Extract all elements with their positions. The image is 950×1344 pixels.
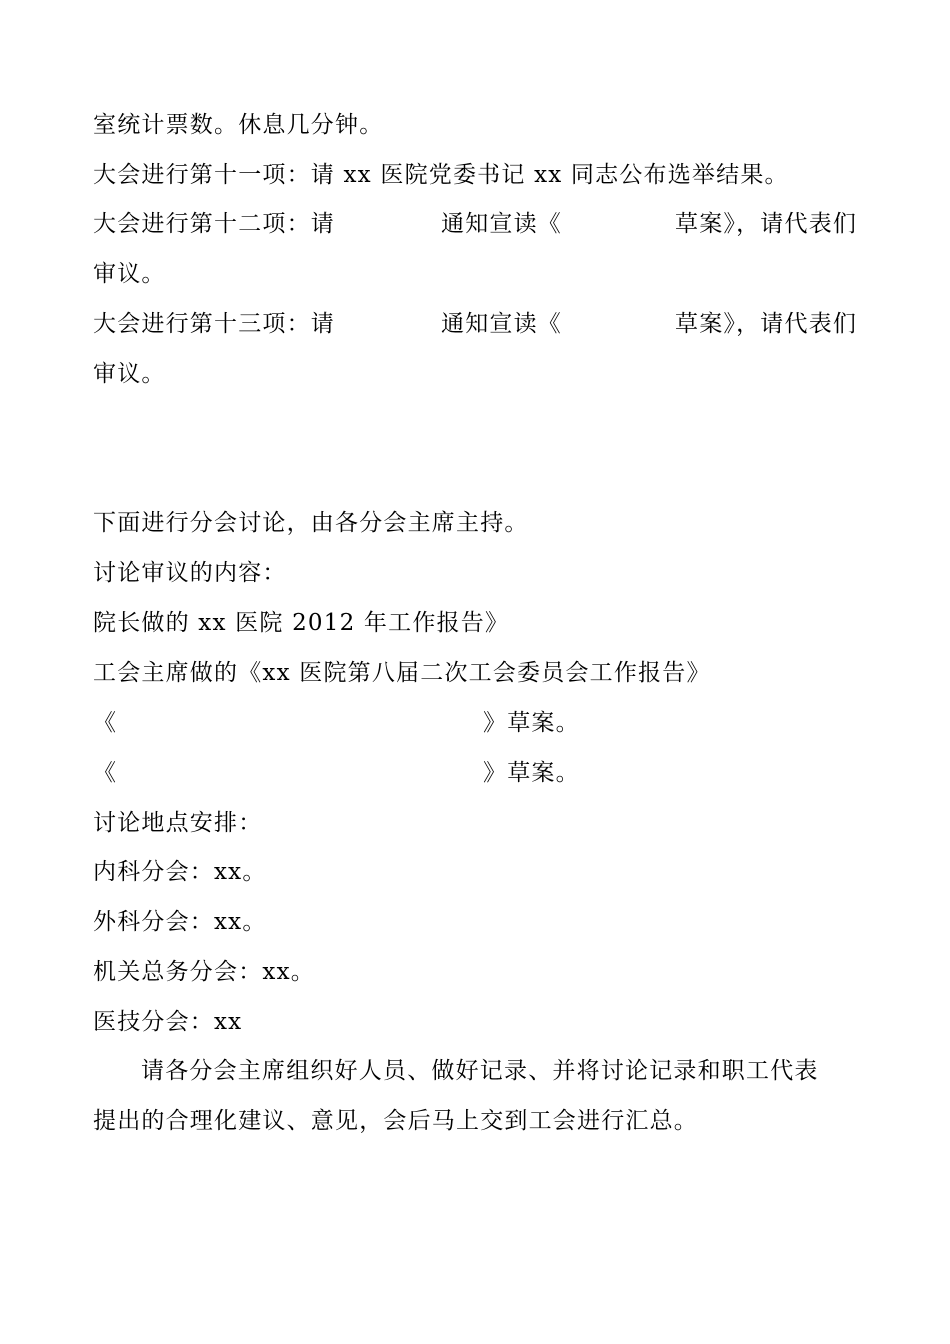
line-text: 通知宣读《: [441, 311, 562, 337]
list-item: [93, 857, 267, 887]
text-line: [93, 259, 166, 289]
text-line: [93, 508, 529, 538]
text-line: [93, 160, 789, 190]
list-item: [93, 608, 509, 638]
section-heading: [93, 558, 287, 588]
line-text: 大会进行第十一项：请 xx 医院党委书记 xx 同志公布选举结果。: [93, 162, 789, 188]
text-line: [93, 309, 863, 339]
line-text: 草案》，请代表们: [675, 311, 858, 337]
line-text: 下面进行分会讨论，由各分会主席主持。: [93, 510, 529, 536]
list-item: [93, 658, 711, 688]
line-text: 草案》，请代表们: [675, 211, 858, 237]
line-text: 室统计票数。休息几分钟。: [93, 112, 384, 138]
line-text: 》草案。: [483, 710, 580, 736]
line-text: 机关总务分会：xx。: [93, 959, 315, 985]
line-text: 审议。: [93, 261, 166, 287]
line-text: 院长做的 xx 医院 2012 年工作报告》: [93, 610, 510, 636]
line-text: 《: [93, 710, 118, 736]
text-line: [93, 209, 863, 239]
line-text: 大会进行第十二项：请: [93, 211, 335, 237]
paragraph-line: [93, 1106, 698, 1136]
line-text: 医技分会：xx: [93, 1009, 243, 1035]
list-item: [93, 1007, 242, 1037]
line-text: 讨论审议的内容：: [93, 560, 287, 586]
line-text: 讨论地点安排：: [93, 810, 263, 836]
text-line: [93, 359, 166, 389]
section-heading: [93, 808, 262, 838]
text-line: [93, 110, 383, 140]
list-item: [93, 758, 593, 788]
paragraph-line: [141, 1056, 819, 1086]
line-text: 外科分会：xx。: [93, 909, 267, 935]
line-text: 审议。: [93, 361, 166, 387]
line-text: 提出的合理化建议、意见，会后马上交到工会进行汇总。: [93, 1108, 698, 1134]
line-text: 工会主席做的《xx 医院第八届二次工会委员会工作报告》: [93, 660, 711, 686]
line-text: 通知宣读《: [441, 211, 562, 237]
line-text: 《: [93, 760, 118, 786]
list-item: [93, 907, 267, 937]
line-text: 请各分会主席组织好人员、做好记录、并将讨论记录和职工代表: [141, 1058, 819, 1084]
line-text: 》草案。: [483, 760, 580, 786]
list-item: [93, 957, 315, 987]
line-text: 大会进行第十三项：请: [93, 311, 335, 337]
line-text: 内科分会：xx。: [93, 859, 267, 885]
list-item: [93, 708, 593, 738]
